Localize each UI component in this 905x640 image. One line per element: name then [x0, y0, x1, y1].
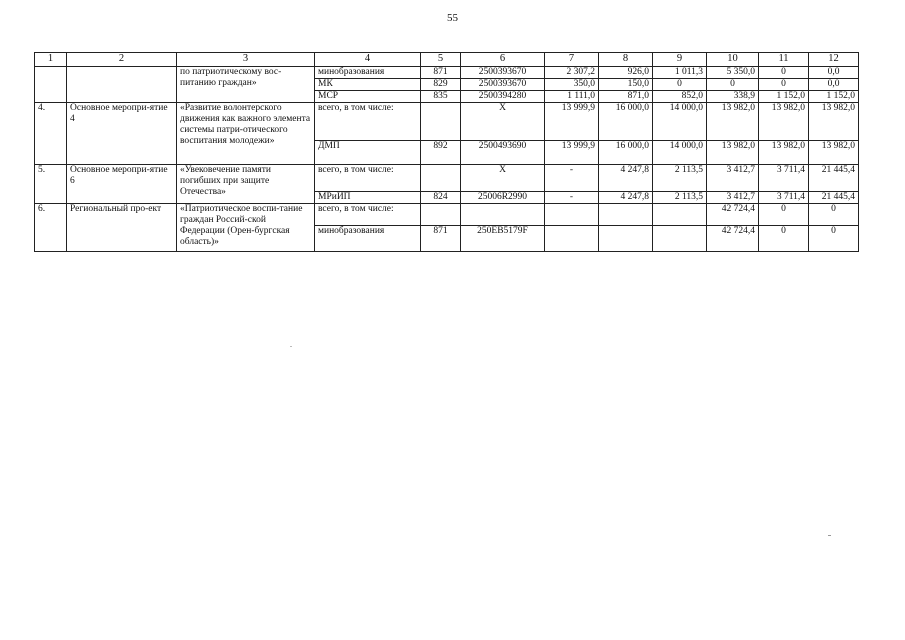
value-cell: 1 011,3 — [653, 67, 707, 79]
table-row — [35, 165, 859, 192]
column-number: 1 — [35, 53, 67, 67]
value-cell: 42 724,4 — [707, 204, 759, 226]
value-cell: 13 982,0 — [809, 103, 859, 141]
kbk-code: 25006R2990 — [461, 192, 545, 204]
column-number: 5 — [421, 53, 461, 67]
grbs-code — [421, 165, 461, 192]
executor-label: МК — [315, 79, 421, 91]
value-cell — [545, 226, 599, 252]
row-number — [35, 67, 67, 103]
value-cell: 0 — [809, 204, 859, 226]
grbs-code — [421, 103, 461, 141]
value-cell: 1 111,0 — [545, 91, 599, 103]
grbs-code — [421, 204, 461, 226]
value-cell: 350,0 — [545, 79, 599, 91]
value-cell: 2 113,5 — [653, 192, 707, 204]
row-name — [67, 67, 177, 103]
scan-speck — [828, 535, 831, 536]
value-cell: 0 — [759, 204, 809, 226]
grbs-code: 829 — [421, 79, 461, 91]
executor-label: МСР — [315, 91, 421, 103]
kbk-code: 2500493690 — [461, 141, 545, 165]
value-cell: 338,9 — [707, 91, 759, 103]
value-cell — [545, 204, 599, 226]
kbk-code: 2500393670 — [461, 67, 545, 79]
value-cell: 926,0 — [599, 67, 653, 79]
value-cell: 0 — [809, 226, 859, 252]
column-number: 2 — [67, 53, 177, 67]
value-cell: 13 982,0 — [759, 141, 809, 165]
table-row — [35, 204, 859, 226]
column-number: 10 — [707, 53, 759, 67]
column-number: 8 — [599, 53, 653, 67]
scan-speck — [290, 346, 292, 347]
value-cell: 42 724,4 — [707, 226, 759, 252]
column-number: 3 — [177, 53, 315, 67]
executor-label: ДМП — [315, 141, 421, 165]
executor-label: всего, в том числе: — [315, 103, 421, 141]
value-cell: 0 — [759, 79, 809, 91]
value-cell: 3 412,7 — [707, 165, 759, 192]
value-cell: 1 152,0 — [809, 91, 859, 103]
kbk-code: 2500394280 — [461, 91, 545, 103]
kbk-code: X — [461, 165, 545, 192]
value-cell: 14 000,0 — [653, 103, 707, 141]
value-cell: 16 000,0 — [599, 141, 653, 165]
value-cell: 5 350,0 — [707, 67, 759, 79]
value-cell: 0 — [759, 226, 809, 252]
value-cell — [599, 204, 653, 226]
grbs-code: 871 — [421, 226, 461, 252]
value-cell: 13 982,0 — [707, 141, 759, 165]
value-cell: 852,0 — [653, 91, 707, 103]
column-number-row — [35, 53, 859, 67]
value-cell: - — [545, 192, 599, 204]
executor-label: минобразования — [315, 67, 421, 79]
value-cell: 0 — [653, 79, 707, 91]
value-cell: 13 982,0 — [759, 103, 809, 141]
value-cell: - — [545, 165, 599, 192]
grbs-code: 871 — [421, 67, 461, 79]
table-row — [35, 67, 859, 79]
value-cell — [599, 226, 653, 252]
executor-label: всего, в том числе: — [315, 165, 421, 192]
column-number: 6 — [461, 53, 545, 67]
row-name: Основное меропри-ятие 6 — [67, 165, 177, 204]
value-cell: 14 000,0 — [653, 141, 707, 165]
row-number: 6. — [35, 204, 67, 252]
row-title: по патриотическому вос-питанию граждан» — [177, 67, 315, 103]
value-cell: 3 711,4 — [759, 192, 809, 204]
row-name: Региональный про-ект — [67, 204, 177, 252]
column-number: 12 — [809, 53, 859, 67]
column-number: 9 — [653, 53, 707, 67]
grbs-code: 824 — [421, 192, 461, 204]
kbk-code — [461, 204, 545, 226]
table-row — [35, 103, 859, 141]
value-cell — [653, 226, 707, 252]
value-cell: 16 000,0 — [599, 103, 653, 141]
row-number: 5. — [35, 165, 67, 204]
executor-label: МРиИП — [315, 192, 421, 204]
value-cell: 0 — [759, 67, 809, 79]
row-name: Основное меропри-ятие 4 — [67, 103, 177, 165]
value-cell: 21 445,4 — [809, 192, 859, 204]
column-number: 7 — [545, 53, 599, 67]
row-title: «Патриотическое воспи-тание граждан Россий-ской Федерации (Орен-бургская область)» — [177, 204, 315, 252]
value-cell: 2 113,5 — [653, 165, 707, 192]
value-cell: 3 412,7 — [707, 192, 759, 204]
value-cell: 4 247,8 — [599, 192, 653, 204]
column-number: 11 — [759, 53, 809, 67]
value-cell: 2 307,2 — [545, 67, 599, 79]
column-number: 4 — [315, 53, 421, 67]
page-number: 55 — [447, 12, 458, 24]
value-cell — [653, 204, 707, 226]
value-cell: 150,0 — [599, 79, 653, 91]
grbs-code: 835 — [421, 91, 461, 103]
grbs-code: 892 — [421, 141, 461, 165]
kbk-code: 2500393670 — [461, 79, 545, 91]
executor-label: минобразования — [315, 226, 421, 252]
value-cell: 1 152,0 — [759, 91, 809, 103]
value-cell: 0,0 — [809, 79, 859, 91]
value-cell: 13 982,0 — [809, 141, 859, 165]
value-cell: 13 999,9 — [545, 103, 599, 141]
row-title: «Развитие волонтерского движения как важного элемента системы патри-отического воспитания молодежи» — [177, 103, 315, 165]
value-cell: 871,0 — [599, 91, 653, 103]
value-cell: 0,0 — [809, 67, 859, 79]
row-title: «Увековечение памяти погибших при защите Отечества» — [177, 165, 315, 204]
row-number: 4. — [35, 103, 67, 165]
value-cell: 21 445,4 — [809, 165, 859, 192]
value-cell: 13 999,9 — [545, 141, 599, 165]
value-cell: 3 711,4 — [759, 165, 809, 192]
kbk-code: 250EB5179F — [461, 226, 545, 252]
value-cell: 4 247,8 — [599, 165, 653, 192]
value-cell: 0 — [707, 79, 759, 91]
value-cell: 13 982,0 — [707, 103, 759, 141]
executor-label: всего, в том числе: — [315, 204, 421, 226]
budget-table — [34, 52, 859, 252]
kbk-code: X — [461, 103, 545, 141]
